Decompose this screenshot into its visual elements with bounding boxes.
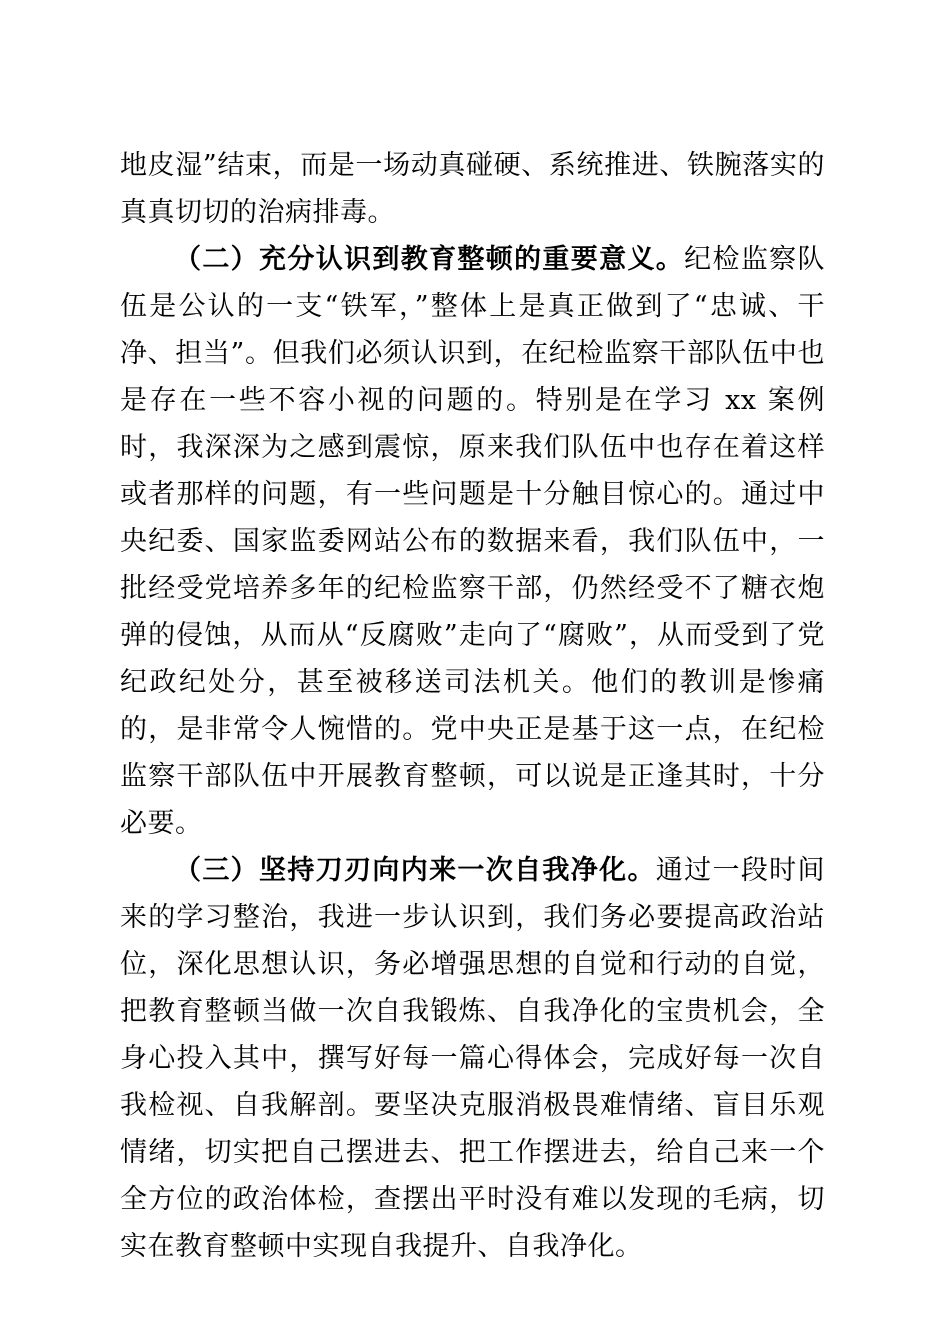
section-2-heading: （二）充分认识到教育整顿的重要意义。: [174, 244, 685, 275]
paragraph-section-2: [120, 236, 825, 847]
paragraph-continuation: [120, 142, 825, 236]
document-body: [120, 142, 825, 1270]
section-3-heading: （三）坚持刀刃向内来一次自我净化。: [174, 855, 656, 886]
paragraph-3-body: 通过一段时间来的学习整治，我进一步认识到，我们务必要提高政治站位，深化思想认识，务必增强思想的自觉和行动的自觉，把教育整顿当做一次自我锻炼、自我净化的宝贵机会，全身心投入其中，撰写好每一篇心得体会，完成好每一次自我检视、自我解剖。要坚决克服消极畏难情绪、盲目乐观情绪，切实把自己摆进去、把工作摆进去，给自己来一个全方位的政治体检，查摆出平时没有难以发现的毛病，切实在教育整顿中实现自我提升、自我净化。: [120, 855, 826, 1262]
paragraph-1-body: 地皮湿”结束，而是一场动真碰硬、系统推进、铁腕落实的真真切切的治病排毒。: [120, 150, 825, 228]
paragraph-section-3: [120, 847, 825, 1270]
paragraph-2-body: 纪检监察队伍是公认的一支“铁军，”整体上是真正做到了“忠诚、干净、担当”。但我们必须认识到，在纪检监察干部队伍中也是存在一些不容小视的问题的。特别是在学习 xx 案例时，我深深为之感到震惊，原来我们队伍中也存在着这样或者那样的问题，有一些问题是十分触目惊心的。通过中央纪委、国家监委网站公布的数据来看，我们队伍中，一批经受党培养多年的纪检监察干部，仍然经受不了糖衣炮弹的侵蚀，从而从“反腐败”走向了“腐败”，从而受到了党纪政纪处分，甚至被移送司法机关。他们的教训是惨痛的，是非常令人惋惜的。党中央正是基于这一点，在纪检监察干部队伍中开展教育整顿，可以说是正逢其时，十分必要。: [120, 244, 826, 839]
